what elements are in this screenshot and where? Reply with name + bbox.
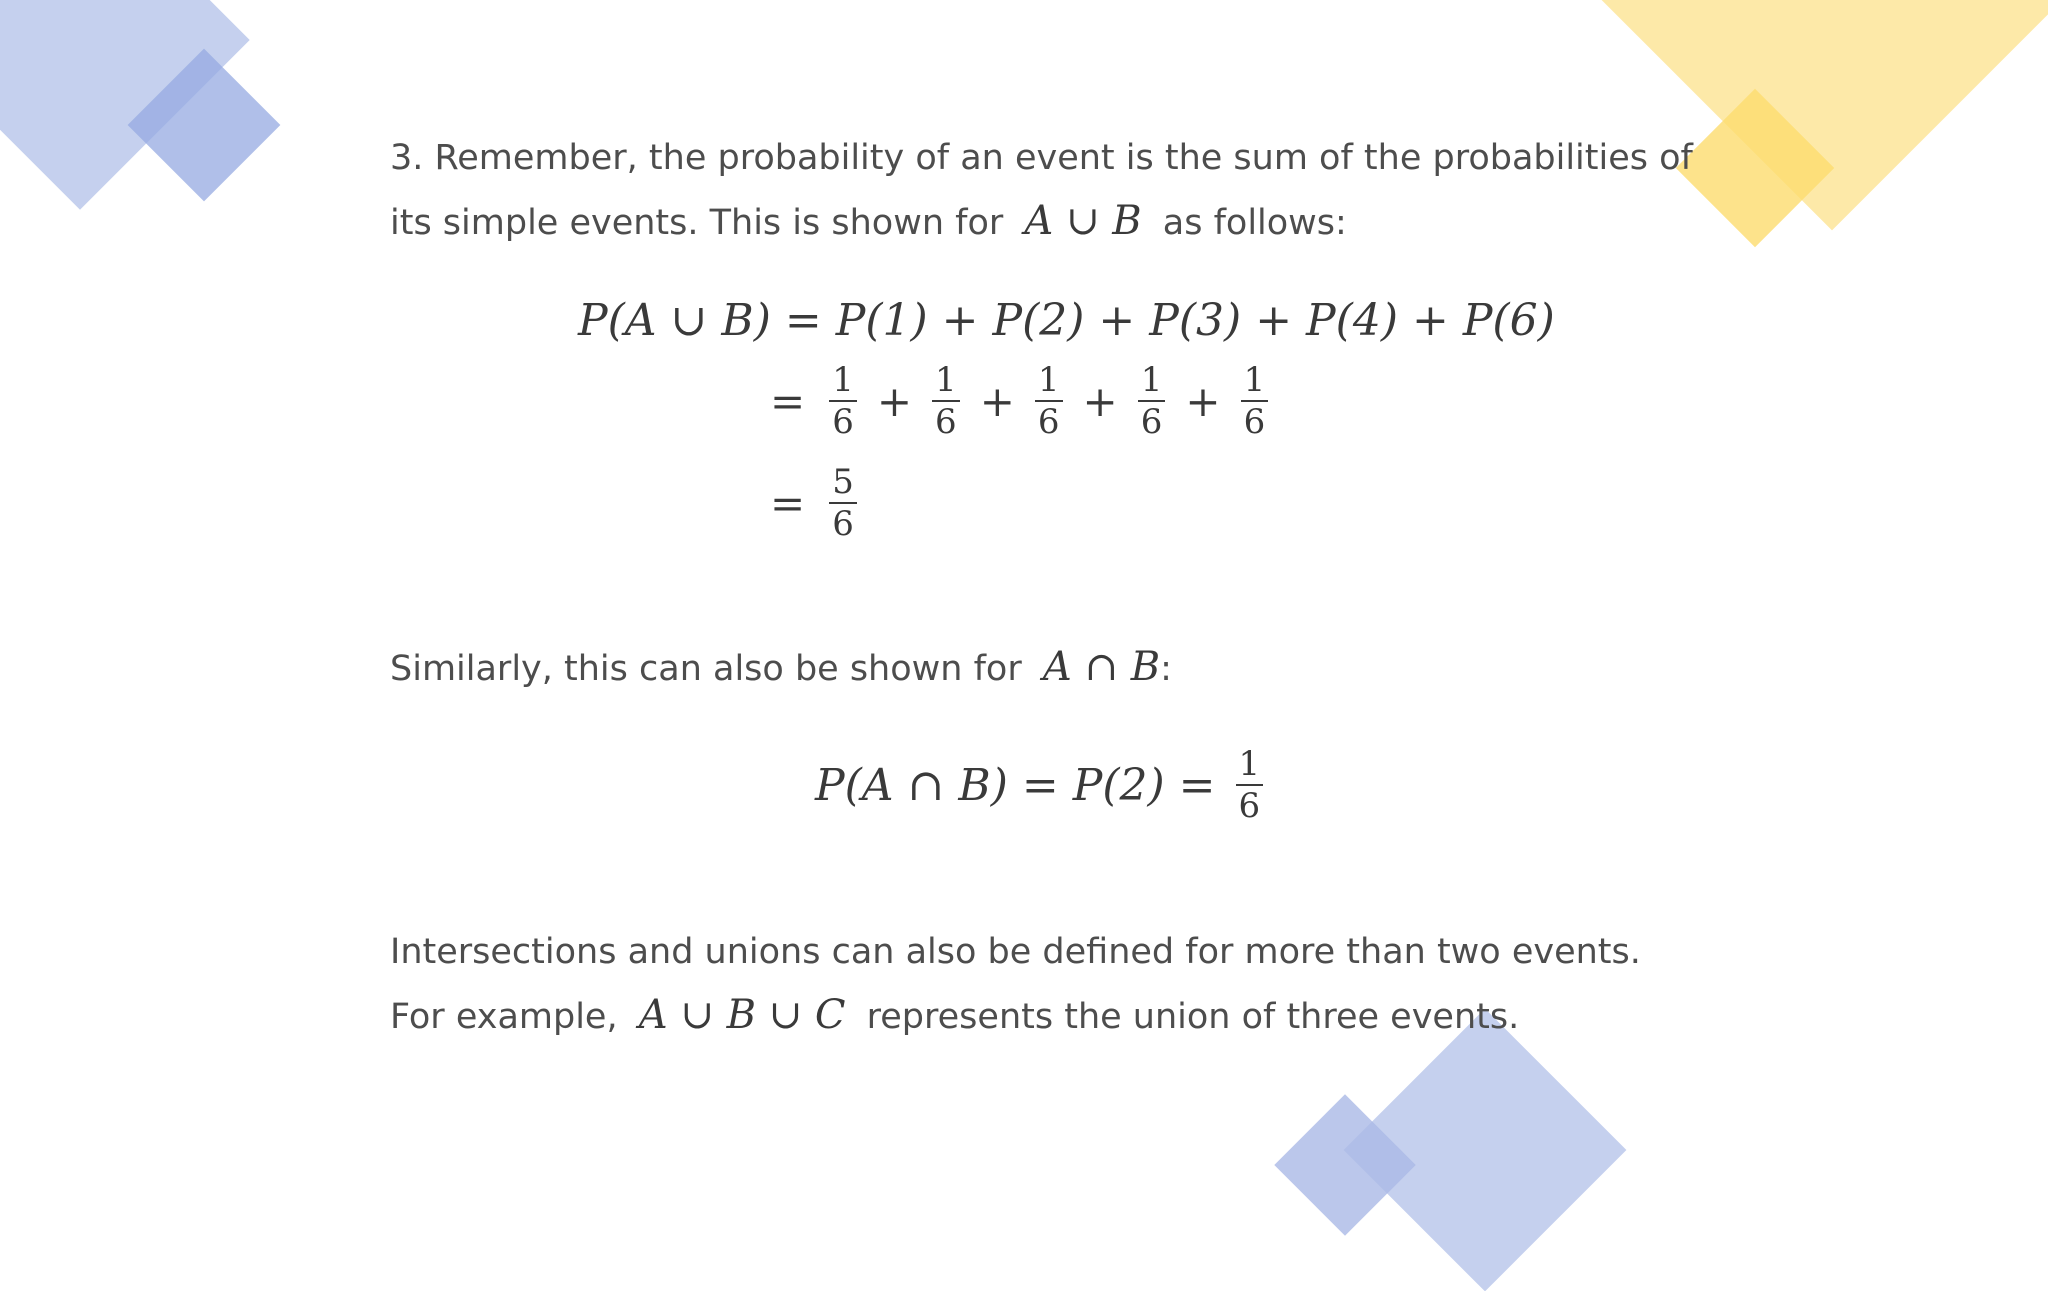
equation-row bbox=[815, 744, 1269, 826]
fraction bbox=[1241, 360, 1269, 442]
paragraph-line bbox=[390, 984, 1641, 1049]
fraction-denominator: 6 bbox=[1243, 402, 1266, 442]
equation-rhs: P(1) + P(2) + P(3) + P(4) + P(6) bbox=[835, 295, 1555, 346]
fraction-numerator: 1 bbox=[1140, 360, 1163, 400]
plus-sign: + bbox=[1082, 376, 1118, 426]
fraction-numerator: 1 bbox=[832, 360, 854, 400]
fraction bbox=[1035, 360, 1063, 442]
fraction-denominator: 6 bbox=[832, 402, 854, 442]
math-a-union-b-union-c: A ∪ B ∪ C bbox=[638, 992, 846, 1038]
fraction-numerator: 1 bbox=[1238, 744, 1261, 784]
equation-lhs: P(A ∪ B) = bbox=[578, 295, 836, 346]
paragraph-line bbox=[390, 190, 1693, 255]
fraction-numerator: 5 bbox=[832, 462, 854, 502]
paragraph-text: For example, bbox=[390, 997, 618, 1037]
equals-sign: = bbox=[770, 478, 806, 528]
fraction bbox=[932, 360, 960, 442]
paragraph-intersection bbox=[390, 636, 1172, 701]
fraction-denominator: 6 bbox=[935, 402, 957, 442]
fraction-denominator: 6 bbox=[1037, 402, 1060, 442]
equation-row-3 bbox=[770, 462, 863, 544]
equals-sign: = bbox=[770, 376, 806, 426]
plus-sign: + bbox=[1185, 376, 1221, 426]
fraction bbox=[1236, 744, 1264, 826]
paragraph-text: as follows: bbox=[1162, 203, 1347, 243]
colon: : bbox=[1160, 649, 1172, 689]
fraction-denominator: 6 bbox=[832, 504, 854, 544]
plus-sign: + bbox=[876, 376, 913, 426]
fraction-result bbox=[829, 462, 857, 544]
paragraph-line: Intersections and unions can also be defined for more than two events. bbox=[390, 932, 1641, 972]
fraction-numerator: 1 bbox=[1037, 360, 1060, 400]
paragraph-line: 3. Remember, the probability of an event is the sum of the probabilities of bbox=[390, 138, 1693, 178]
fraction-denominator: 6 bbox=[1140, 402, 1163, 442]
fraction bbox=[1138, 360, 1166, 442]
fraction-numerator: 1 bbox=[1243, 360, 1266, 400]
fraction bbox=[829, 360, 857, 442]
math-a-intersection-b: A ∩ B bbox=[1042, 644, 1161, 690]
paragraph-probability-sum bbox=[390, 127, 1693, 255]
fraction-numerator: 1 bbox=[935, 360, 957, 400]
paragraph-text: Similarly, this can also be shown for bbox=[390, 649, 1022, 689]
equation-row-1 bbox=[578, 295, 1555, 346]
paragraph-text: its simple events. This is shown for bbox=[390, 203, 1004, 243]
paragraph-text: represents the union of three events. bbox=[866, 997, 1520, 1037]
math-a-union-b: A ∪ B bbox=[1024, 198, 1142, 244]
fraction-denominator: 6 bbox=[1238, 786, 1261, 826]
paragraph-multiple-events bbox=[390, 921, 1641, 1049]
plus-sign: + bbox=[979, 376, 1015, 426]
equation-row-2 bbox=[770, 360, 1274, 442]
equation-lhs: P(A ∩ B) = P(2) = bbox=[815, 759, 1230, 811]
